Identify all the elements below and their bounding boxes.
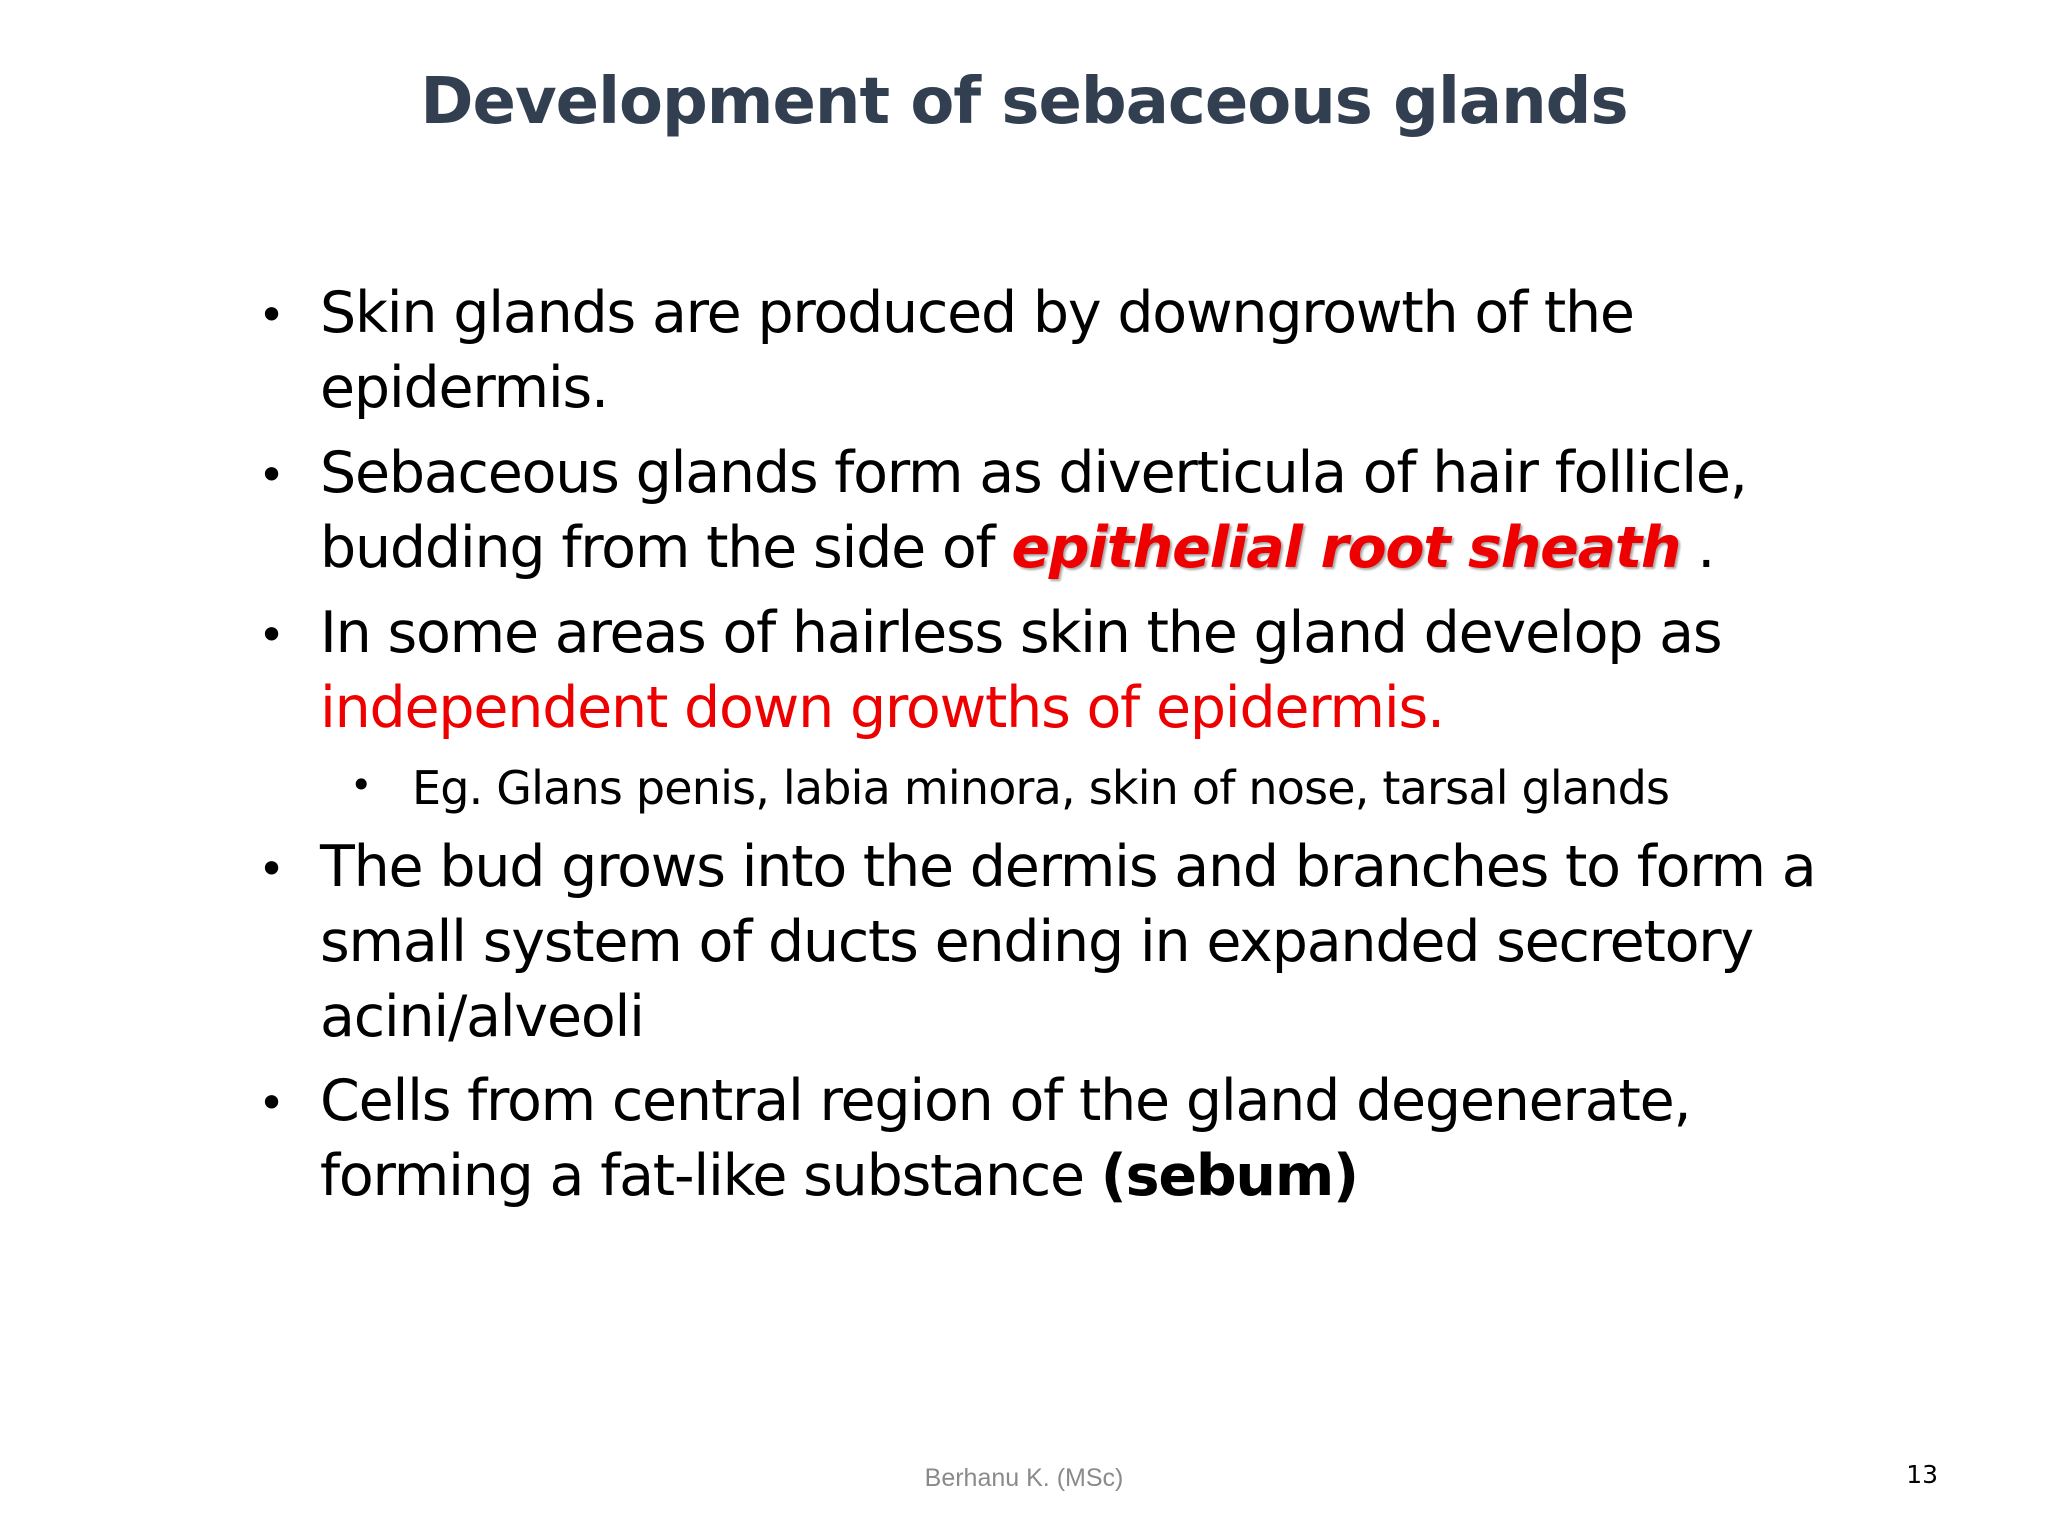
- bullet-item: [258, 1064, 1880, 1214]
- bullet-item: [258, 596, 1880, 746]
- highlighted-term: epithelial root sheath: [1011, 515, 1681, 581]
- bullet-marker: •: [258, 448, 286, 502]
- sub-bullet-item: [350, 758, 1972, 818]
- bullet-marker: •: [258, 608, 286, 662]
- bullet-item: [258, 276, 1880, 426]
- footer-author: Berhanu K. (MSc): [924, 1464, 1124, 1492]
- bullet-line: The bud grows into the dermis and branches to form a: [320, 834, 1816, 900]
- bullet-line: Cells from central region of the gland degenerate,: [320, 1068, 1691, 1134]
- bullet-line: Sebaceous glands form as diverticula of hair follicle,: [320, 440, 1747, 506]
- highlighted-line: independent down growths of epidermis.: [320, 675, 1444, 741]
- bullet-text: forming a fat-like substance: [320, 1143, 1101, 1209]
- page-number: 13: [1906, 1460, 1938, 1489]
- bold-term: (sebum): [1100, 1143, 1358, 1209]
- bullet-line: [320, 511, 1880, 586]
- slide-title: Development of sebaceous glands: [420, 65, 1628, 139]
- bullet-item: [258, 830, 1880, 1055]
- bullet-line: [320, 1139, 1880, 1214]
- bullet-text: budding from the side of: [320, 515, 1012, 581]
- bullet-line: In some areas of hairless skin the gland develop as: [320, 600, 1722, 666]
- bullet-item: [258, 436, 1880, 586]
- bullet-line: small system of ducts ending in expanded secretory: [320, 909, 1754, 975]
- bullet-marker: •: [350, 763, 373, 807]
- sub-bullet-line: Eg. Glans penis, labia minora, skin of nose, tarsal glands: [412, 761, 1670, 815]
- bullet-marker: •: [258, 1076, 286, 1130]
- bullet-line: Skin glands are produced by downgrowth of the: [320, 280, 1634, 346]
- bullet-line: epidermis.: [320, 355, 608, 421]
- bullet-marker: •: [258, 842, 286, 896]
- bullet-text: .: [1680, 515, 1715, 581]
- bullet-marker: •: [258, 288, 286, 342]
- bullet-line: acini/alveoli: [320, 984, 644, 1050]
